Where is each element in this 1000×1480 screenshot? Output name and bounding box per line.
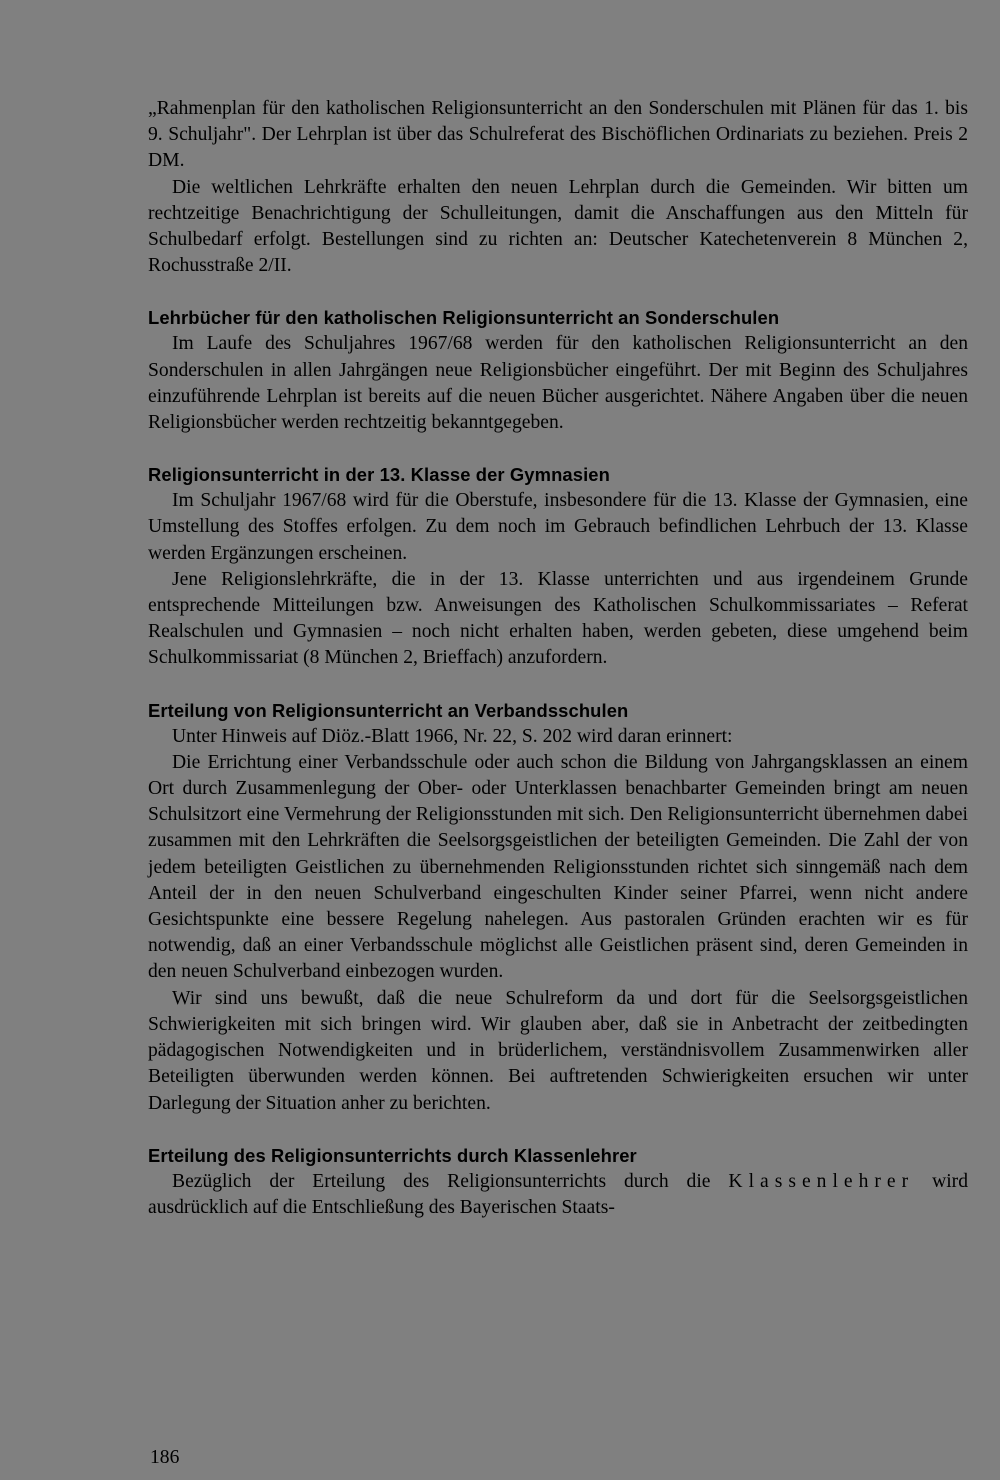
section-heading: Erteilung von Religionsunterricht an Verbandsschulen [148,699,629,721]
section-lehrbuecher [148,305,968,436]
intro-paragraph-1: „Rahmenplan für den katholischen Religionsunterricht an den Sonderschulen mit Plänen für das 1. bis 9. Schuljahr". Der Lehrplan ist über das Schulreferat des Bischöflichen Ordinariats zu beziehen. Preis 2 DM. [148,98,968,172]
section-paragraph: Unter Hinweis auf Diöz.-Blatt 1966, Nr. 22, S. 202 wird daran erinnert: [172,725,733,747]
section-paragraph-klassenlehrer [148,1169,968,1221]
section-paragraph: Die Errichtung einer Verbandsschule oder auch schon die Bildung von Jahrgangsklassen an einem Ort durch Zusammenlegung der Ober- oder Unterklassen benachbarter Gemeinden bringt am neuen Schulsitzort eine Vermehrung der Religionsstunden mit sich. Den Religionsunterricht übernehmen dabei zusammen mit den Lehrkräften die Seelsorgsgeistlichen der beteiligten Gemeinden. Die Zahl der von jedem beteiligten Geistlichen zu übernehmenden Religionsstunden richtet sich sinngemäß nach dem Anteil der in den neuen Schulverband eingeschulten Kinder seiner Pfarrei, wenn nicht andere Gesichtspunkte eine bessere Regelung nahelegen. Aus pastoralen Gründen erachten wir es für notwendig, daß an einer Verbandsschule möglichst alle Geistlichen präsent sind, deren Gemeinden in den neuen Schulverband einbezogen wurden. [148,751,968,983]
intro-paragraph-2: Die weltlichen Lehrkräfte erhalten den neuen Lehrplan durch die Gemeinden. Wir bitten um rechtzeitige Benachrichtigung der Schulleitungen, damit die Anschaffungen aus den Mitteln für Schulbedarf erfolgt. Bestellungen sind zu richten an: Deutscher Katechetenverein 8 München 2, Rochusstraße 2/II. [148,176,968,277]
section-paragraph: Wir sind uns bewußt, daß die neue Schulreform da und dort für die Seelsorgsgeistlichen Schwierigkeiten mit sich bringen wird. Wir glauben aber, daß sie in Anbetracht der zeitbedingten pädagogischen Notwendigkeiten und in brüderlichem, verständnisvollem Zusammenwirken aller Beteiligten überwunden werden können. Bei auftretenden Schwierigkeiten ersuchen wir unter Darlegung der Situation anher zu berichten. [148,987,968,1114]
section-heading: Religionsunterricht in der 13. Klasse der Gymnasien [148,464,610,486]
text-after-emphasis: wird ausdrücklich auf die Entschließung des Bayerischen Staats- [148,1170,968,1218]
page-number: 186 [150,1447,180,1468]
section-heading: Erteilung des Religionsunterrichts durch Klassenlehrer [148,1144,637,1166]
section-gymnasien [148,462,968,671]
document-page [148,96,968,1221]
emphasized-term: Klassenlehrer [728,1170,915,1192]
section-heading: Lehrbücher für den katholischen Religionsunterricht an Sonderschulen [148,307,780,329]
text-before-emphasis: Bezüglich der Erteilung des Religionsunterrichts durch die [172,1170,711,1192]
section-paragraph: Im Laufe des Schuljahres 1967/68 werden für den katholischen Religionsunterricht an den Sonderschulen in allen Jahrgängen neue Religionsbücher eingeführt. Der mit Beginn des Schuljahres einzuführende Lehrplan ist bereits auf die neuen Bücher ausgerichtet. Nähere Angaben über die neuen Religionsbücher werden rechtzeitig bekanntgegeben. [148,333,968,434]
section-klassenlehrer [148,1143,968,1221]
section-paragraph: Jene Religionslehrkräfte, die in der 13. Klasse unterrichten und aus irgendeinem Grunde entsprechende Mitteilungen bzw. Anweisungen des Katholischen Schulkommissariates – Referat Realschulen und Gymnasien – noch nicht erhalten haben, werden gebeten, diese umgehend beim Schulkommissariat (8 München 2, Brieffach) anzufordern. [148,568,968,669]
section-paragraph: Im Schuljahr 1967/68 wird für die Oberstufe, insbesondere für die 13. Klasse der Gymnasien, eine Umstellung des Stoffes erfolgen. Zu dem noch im Gebrauch befindlichen Lehrbuch der 13. Klasse werden Ergänzungen erscheinen. [148,490,968,564]
section-verbandsschulen [148,698,968,1117]
